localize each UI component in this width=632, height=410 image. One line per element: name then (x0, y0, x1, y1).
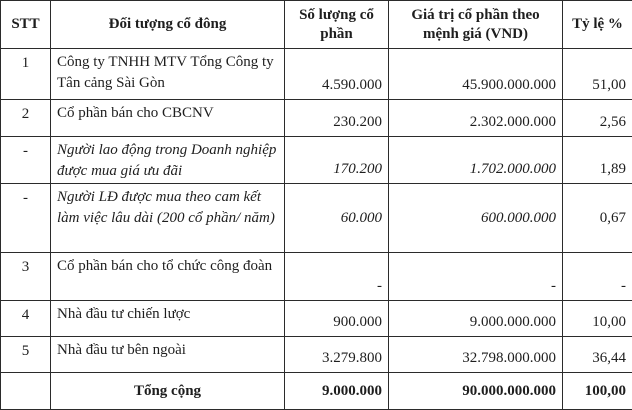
row-value: - (389, 253, 563, 301)
table-row (1, 49, 632, 100)
row-value: 9.000.000.000 (389, 301, 563, 337)
row-stt: 5 (1, 337, 51, 373)
total-row (1, 373, 632, 410)
total-label: Tổng cộng (51, 373, 285, 410)
total-ratio: 100,00 (563, 373, 632, 410)
row-value: 2.302.000.000 (389, 100, 563, 137)
row-ratio: 51,00 (563, 49, 632, 100)
table-row (1, 253, 632, 301)
row-shareholder: Nhà đầu tư chiến lược (51, 301, 285, 337)
row-value: 32.798.000.000 (389, 337, 563, 373)
row-ratio: 2,56 (563, 100, 632, 137)
row-shareholder: Người lao động trong Doanh nghiệp được mua giá ưu đãi (51, 137, 285, 184)
row-shares: 60.000 (285, 184, 389, 253)
header-value: Giá trị cổ phần theo mệnh giá (VND) (389, 1, 563, 49)
row-ratio: 36,44 (563, 337, 632, 373)
row-ratio: 1,89 (563, 137, 632, 184)
row-ratio: 0,67 (563, 184, 632, 253)
table-body (1, 49, 632, 410)
table-row (1, 137, 632, 184)
table-row (1, 184, 632, 253)
row-stt: - (1, 137, 51, 184)
header-shares: Số lượng cổ phần (285, 1, 389, 49)
table-row (1, 337, 632, 373)
row-stt: 1 (1, 49, 51, 100)
table-header (1, 1, 632, 49)
row-shareholder: Nhà đầu tư bên ngoài (51, 337, 285, 373)
row-shares: 900.000 (285, 301, 389, 337)
header-shareholder: Đối tượng cổ đông (51, 1, 285, 49)
table-row (1, 301, 632, 337)
row-shares: 4.590.000 (285, 49, 389, 100)
row-shareholder: Cổ phần bán cho CBCNV (51, 100, 285, 137)
table-row (1, 100, 632, 137)
total-shares: 9.000.000 (285, 373, 389, 410)
row-stt: - (1, 184, 51, 253)
row-value: 45.900.000.000 (389, 49, 563, 100)
row-stt: 2 (1, 100, 51, 137)
total-stt-blank (1, 373, 51, 410)
row-shareholder: Người LĐ được mua theo cam kết làm việc lâu dài (200 cổ phần/ năm) (51, 184, 285, 253)
row-stt: 4 (1, 301, 51, 337)
row-shareholder: Cổ phần bán cho tổ chức công đoàn (51, 253, 285, 301)
header-row (1, 1, 632, 49)
row-ratio: 10,00 (563, 301, 632, 337)
row-shares: 170.200 (285, 137, 389, 184)
row-ratio: - (563, 253, 632, 301)
row-shares: - (285, 253, 389, 301)
header-ratio: Tỷ lệ % (563, 1, 632, 49)
row-shareholder: Công ty TNHH MTV Tổng Công ty Tân cảng Sài Gòn (51, 49, 285, 100)
total-value: 90.000.000.000 (389, 373, 563, 410)
header-stt: STT (1, 1, 51, 49)
row-stt: 3 (1, 253, 51, 301)
row-shares: 230.200 (285, 100, 389, 137)
row-value: 600.000.000 (389, 184, 563, 253)
row-shares: 3.279.800 (285, 337, 389, 373)
row-value: 1.702.000.000 (389, 137, 563, 184)
